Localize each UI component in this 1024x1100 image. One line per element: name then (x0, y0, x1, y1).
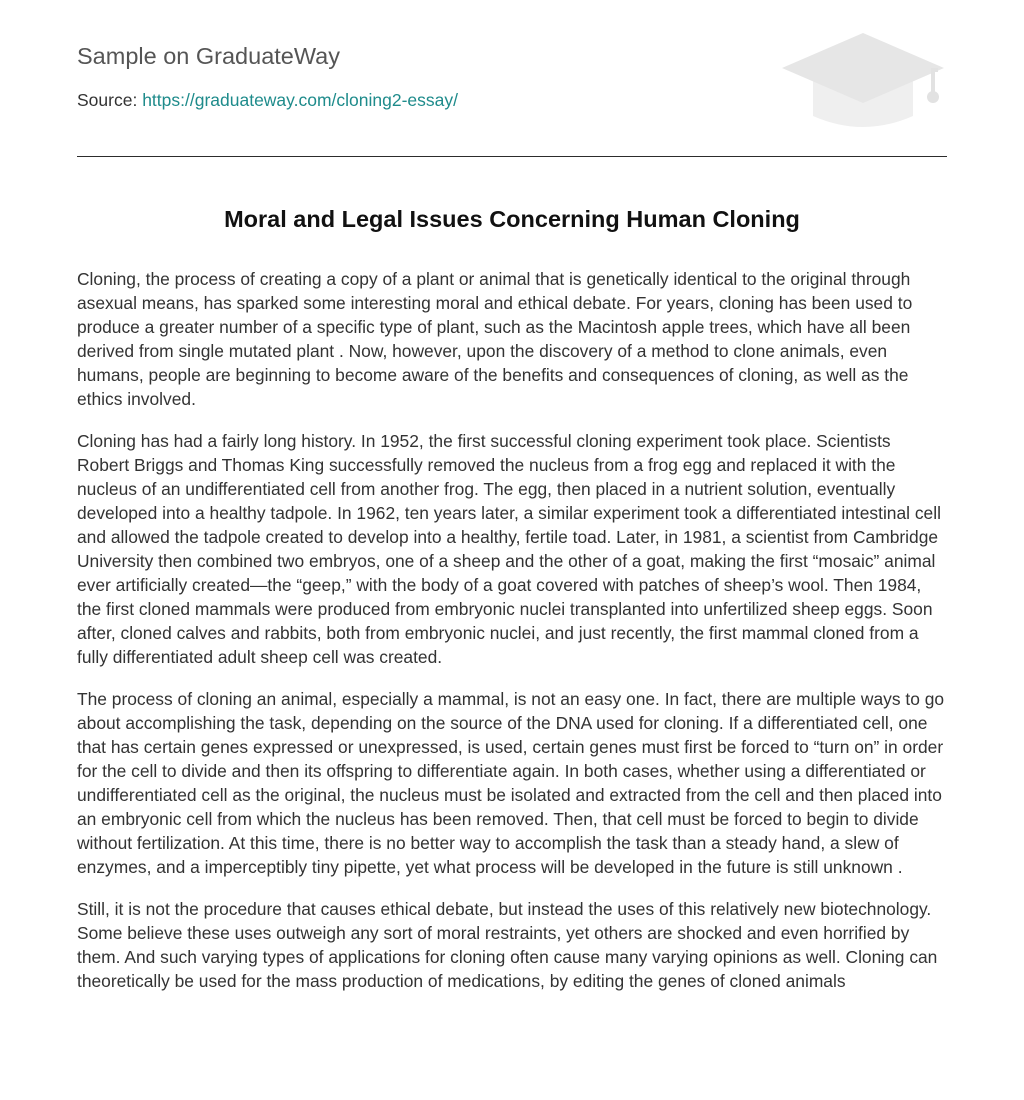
site-title: Sample on GraduateWay (77, 43, 340, 69)
source-link[interactable]: https://graduateway.com/cloning2-essay/ (142, 90, 458, 110)
source-line (77, 90, 458, 111)
source-label: Source: (77, 90, 138, 110)
paragraph-2: Cloning has had a fairly long history. In 1952, the first successful cloning experiment took place. Scientists Robert Briggs and Thomas King successfully removed the nucleus from a frog egg and replaced it with the nucleus of an undifferentiated cell from another frog. The egg, then placed in a nutrient solution, eventually developed into a healthy tadpole. In 1962, ten years later, a similar experiment took a differentiated intestinal cell and allowed the tadpole created to develop into a healthy, fertile toad. Later, in 1981, a scientist from Cambridge University then combined two embryos, one of a sheep and the other of a goat, making the first “mosaic” animal ever artificially created—the “geep,” with the body of a goat covered with patches of sheep’s wool. Then 1984, the first cloned mammals were produced from embryonic nuclei transplanted into unfertilized sheep eggs. Soon after, cloned calves and rabbits, both from embryonic nuclei, and just recently, the first mammal cloned from a fully differentiated adult sheep cell was created. (77, 431, 941, 667)
header (77, 0, 947, 157)
page (77, 0, 947, 991)
document-body (77, 267, 947, 1011)
document-title: Moral and Legal Issues Concerning Human Cloning (224, 206, 800, 232)
paragraph-1: Cloning, the process of creating a copy of a plant or animal that is genetically identical to the original through asexual means, has sparked some interesting moral and ethical debate. For years, cloning has been used to produce a greater number of a specific type of plant, such as the Macintosh apple trees, which have all been derived from single mutated plant . Now, however, upon the discovery of a method to clone animals, even humans, people are beginning to become aware of the benefits and consequences of cloning, as well as the ethics involved. (77, 269, 913, 409)
paragraph-4: Still, it is not the procedure that causes ethical debate, but instead the uses of this relatively new biotechnology. Some believe these uses outweigh any sort of moral restraints, yet others are shocked and even horrified by them. And such varying types of applications for cloning often cause many varying opinions as well. Cloning can theoretically be used for the mass production of medications, by editing the genes of cloned animals (77, 899, 938, 991)
graduation-cap-icon (780, 30, 946, 134)
paragraph-3: The process of cloning an animal, especially a mammal, is not an easy one. In fact, there are multiple ways to go about accomplishing the task, depending on the source of the DNA used for cloning. If a differentiated cell, one that has certain genes expressed or unexpressed, is used, certain genes must first be forced to “turn on” in order for the cell to divide and then its offspring to differentiate again. In both cases, whether using a differentiated or undifferentiated cell as the original, the nucleus must be isolated and extracted from the cell and then placed into an embryonic cell from which the nucleus has been removed. Then, that cell must be forced to begin to divide without fertilization. At this time, there is no better way to accomplish the task than a steady hand, a slew of enzymes, and a imperceptibly tiny pipette, yet what process will be developed in the future is still unknown . (77, 689, 945, 877)
